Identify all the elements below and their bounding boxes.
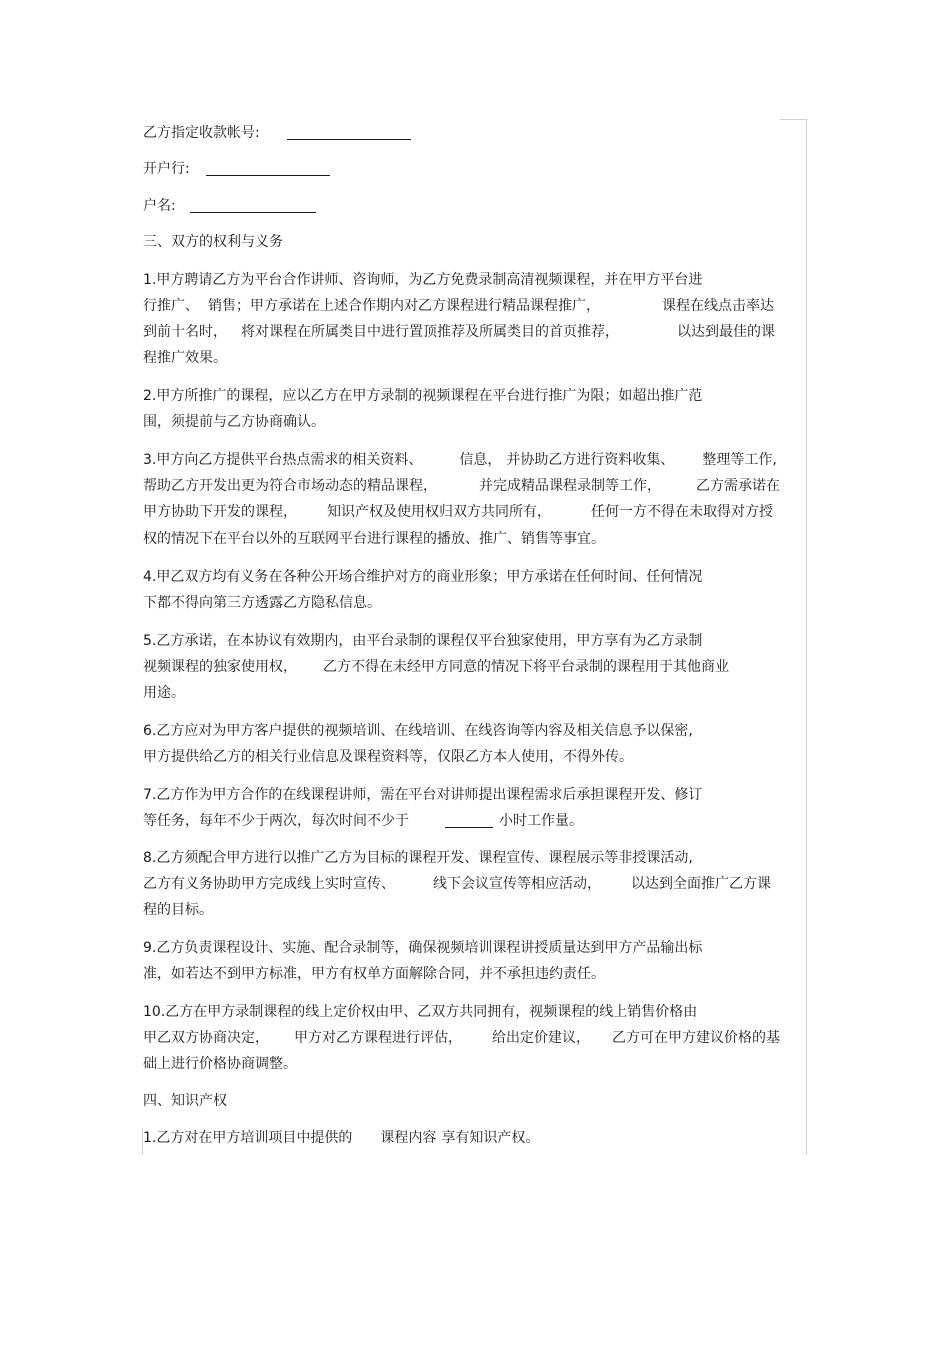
clause-line: 7.乙方作为甲方合作的在线课程讲师，需在平台对讲师提出课程需求后承担课程开发、修订: [143, 787, 703, 803]
clause-line: 甲乙双方协商决定， 甲方对乙方课程进行评估， 给出定价建议， 乙方可在甲方建议价格的基: [143, 1030, 780, 1046]
clause-line: 8.乙方须配合甲方进行以推广乙方为目标的课程开发、课程宣传、课程展示等非授课活动,: [143, 850, 693, 866]
clause-line: 到前十名时， 将对课程在所属类目中进行置顶推荐及所属类目的首页推荐， 以达到最佳的课: [143, 324, 775, 340]
clause-line: 等任务，每年不少于两次，每次时间不少于 小时工作量。: [143, 813, 583, 829]
clause-line: 行推广、 销售；甲方承诺在上述合作期内对乙方课程进行精品课程推广， 课程在线点击率达: [143, 298, 774, 314]
clause-line: 甲方提供给乙方的相关行业信息及课程资料等，仅限乙方本人使用，不得外传。: [143, 749, 633, 765]
clause-line: 甲方协助下开发的课程， 知识产权及使用权归双方共同所有， 任何一方不得在未取得对方授: [143, 504, 773, 520]
bank-line: [143, 159, 330, 179]
hours-blank: [445, 813, 493, 828]
account-name-blank: [190, 198, 316, 213]
clause-line: 围，须提前与乙方协商确认。: [143, 414, 325, 430]
account-number-blank: [287, 125, 411, 140]
section-heading: 三、双方的权利与义务: [143, 234, 283, 250]
clause-line: 4.甲乙双方均有义务在各种公开场合维护对方的商业形象；甲方承诺在任何时间、任何情况: [143, 569, 703, 585]
bank-blank: [206, 161, 330, 176]
account-number-line: [143, 123, 411, 143]
clause-line: 础上进行价格协商调整。: [143, 1056, 297, 1072]
clause-line: 5.乙方承诺，在本协议有效期内，由平台录制的课程仅平台独家使用，甲方享有为乙方录制: [143, 633, 703, 649]
section-heading: 四、知识产权: [143, 1093, 227, 1109]
clause-line: 权的情况下在平台以外的互联网平台进行课程的播放、推广、销售等事宜。: [143, 531, 605, 547]
clause-line: 6.乙方应对为甲方客户提供的视频培训、在线培训、在线咨询等内容及相关信息予以保密,: [143, 723, 693, 739]
clause-line: 程的目标。: [143, 902, 213, 918]
clause-line: 程推广效果。: [143, 350, 227, 366]
account-number-label: 乙方指定收款帐号:: [143, 125, 260, 141]
clause-line: 视频课程的独家使用权， 乙方不得在未经甲方同意的情况下将平台录制的课程用于其他商业: [143, 659, 729, 675]
clause-line: 10.乙方在甲方录制课程的线上定价权由甲、乙双方共同拥有，视频课程的线上销售价格由: [143, 1004, 698, 1020]
bank-label: 开户行:: [143, 161, 190, 177]
clause-line: 1.乙方对在甲方培训项目中提供的 课程内容 享有知识产权。: [143, 1130, 540, 1146]
clause-line: 帮助乙方开发出更为符合市场动态的精品课程， 并完成精品课程录制等工作， 乙方需承诺在: [143, 478, 780, 494]
clause-line: 用途。: [143, 685, 185, 701]
page-border-right: [806, 119, 807, 1155]
account-name-line: [143, 196, 316, 216]
clause-line: 3.甲方向乙方提供平台热点需求的相关资料、 信息， 并协助乙方进行资料收集、 整理等工作,: [143, 452, 777, 468]
clause-line: 下都不得向第三方透露乙方隐私信息。: [143, 595, 381, 611]
clause-line: 1.甲方聘请乙方为平台合作讲师、咨询师，为乙方免费录制高清视频课程，并在甲方平台进: [143, 272, 703, 288]
account-name-label: 户名:: [143, 198, 176, 214]
clause-line: 准，如若达不到甲方标准，甲方有权单方面解除合同，并不承担违约责任。: [143, 966, 605, 982]
clause-line: 9.乙方负责课程设计、实施、配合录制等，确保视频培训课程讲授质量达到甲方产品输出标: [143, 940, 703, 956]
page-border-top: [780, 119, 807, 120]
clause-line: 乙方有义务协助甲方完成线上实时宣传、 线下会议宣传等相应活动， 以达到全面推广乙方课: [143, 876, 771, 892]
clause-line: 2.甲方所推广的课程，应以乙方在甲方录制的视频课程在平台进行推广为限；如超出推广范: [143, 388, 703, 404]
